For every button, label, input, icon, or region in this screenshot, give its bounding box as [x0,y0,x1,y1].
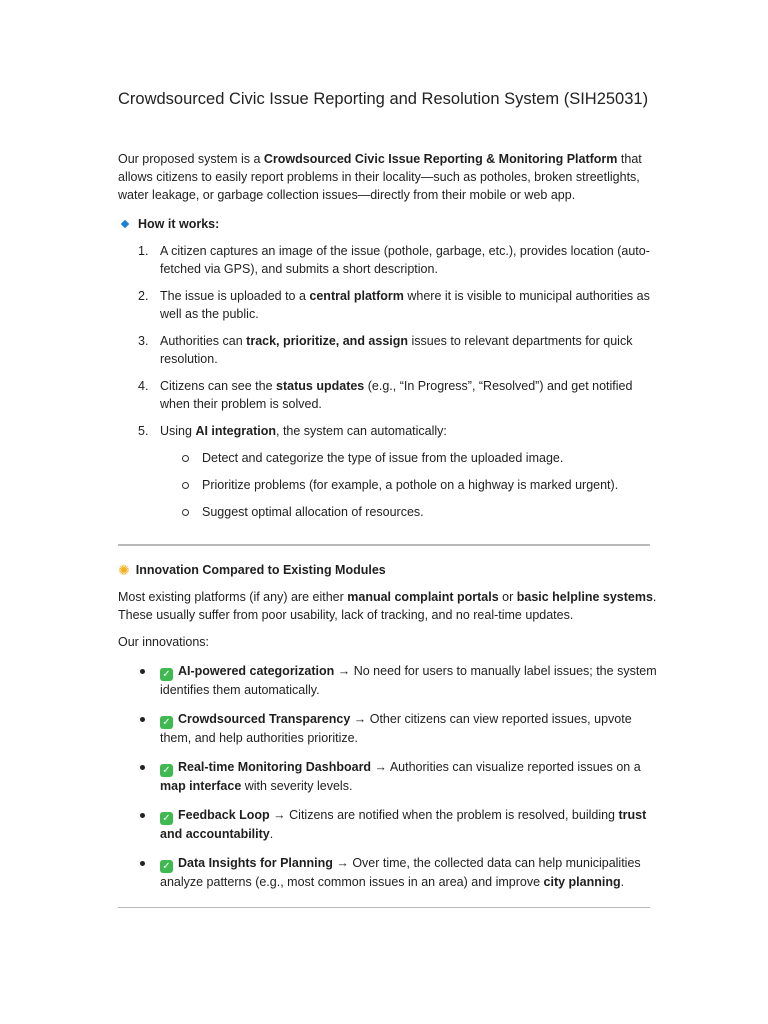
hollow-bullet-icon [182,455,189,462]
step-item: 1. A citizen captures an image of the issue (pothole, garbage, etc.), provides location (auto-fetched via GPS), and submits a short description. [138,244,650,276]
check-mark-icon: ✓ [160,812,173,825]
step-item: 4. Citizens can see the status updates (e.g., “In Progress”, “Resolved”) and get notified when their problem is solved. [138,379,633,411]
list-item: ✓ AI-powered categorization → No need for users to manually label issues; the system identifies them automatically. [118,662,658,699]
hollow-bullet-icon [182,509,189,516]
step-item: 2. The issue is uploaded to a central platform where it is visible to municipal authorities as well as the public. [138,289,650,321]
page-title: Crowdsourced Civic Issue Reporting and Resolution System (SIH25031) [118,90,649,108]
step-item: 3. Authorities can track, prioritize, and assign issues to relevant departments for quick resolution. [138,334,633,366]
sun-icon: ✺ [118,562,130,578]
check-mark-icon: ✓ [160,764,173,777]
bullet-icon [140,669,145,674]
step-item: 5. Using AI integration, the system can automatically: Detect and categorize the type of issue from the uploaded image. Prioritize problems (for example, a pothole on a highway is marked urgent). Suggest optimal allocation of resources. [118,422,658,521]
divider [118,544,650,546]
list-item: Detect and categorize the type of issue from the uploaded image. [160,449,658,467]
hollow-bullet-icon [182,482,189,489]
blue-diamond-icon [121,220,129,228]
bullet-icon [140,765,145,770]
innovations-list [118,662,658,902]
check-mark-icon: ✓ [160,668,173,681]
intro-paragraph: Our proposed system is a Crowdsourced Civic Issue Reporting & Monitoring Platform that allows citizens to easily report problems in their locality—such as potholes, broken streetlights, water leakage, or garbage collection issues—directly from their mobile or web app. [118,152,642,202]
bullet-icon [140,813,145,818]
innovation-heading: ✺ Innovation Compared to Existing Modules [118,562,386,578]
check-mark-icon: ✓ [160,716,173,729]
list-item: ✓ Feedback Loop → Citizens are notified when the problem is resolved, building trust and accountability. [118,806,658,843]
list-item: ✓ Real-time Monitoring Dashboard → Authorities can visualize reported issues on a map interface with severity levels. [118,758,658,795]
check-mark-icon: ✓ [160,860,173,873]
steps-list [118,242,658,530]
how-it-works-heading: How it works: [122,215,219,233]
bullet-icon [140,717,145,722]
existing-paragraph: Most existing platforms (if any) are either manual complaint portals or basic helpline systems. These usually suffer from poor usability, lack of tracking, and no real-time updates. [118,590,657,622]
ai-sub-list [160,449,658,521]
list-item: ✓ Crowdsourced Transparency → Other citizens can view reported issues, upvote them, and help authorities prioritize. [118,710,658,747]
list-item: Prioritize problems (for example, a pothole on a highway is marked urgent). [160,476,658,494]
our-innovations-label: Our innovations: [118,635,210,649]
list-item: Suggest optimal allocation of resources. [160,503,658,521]
bullet-icon [140,861,145,866]
list-item: ✓ Data Insights for Planning → Over time, the collected data can help municipalities analyze patterns (e.g., most common issues in an area) and improve city planning. [118,854,658,891]
divider [118,907,650,908]
